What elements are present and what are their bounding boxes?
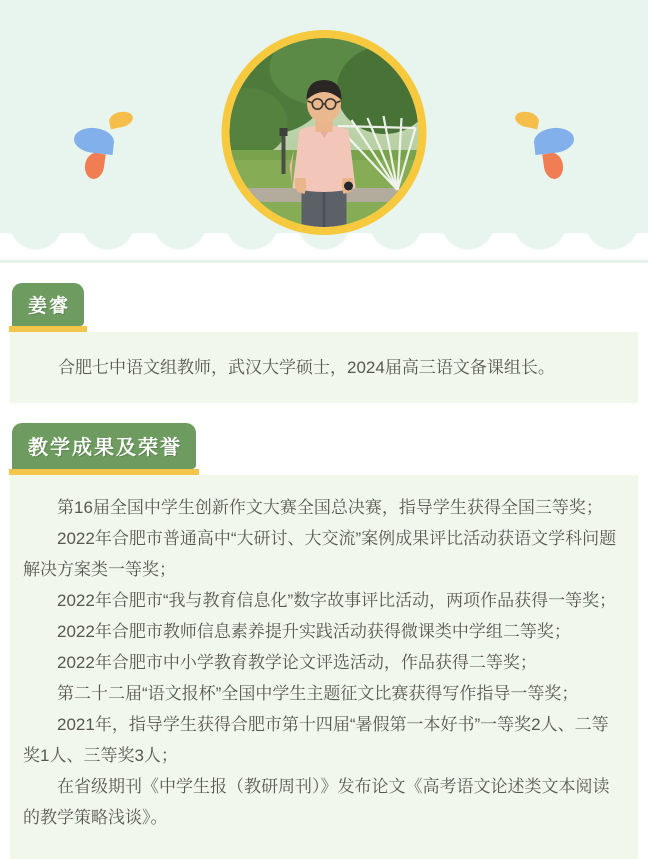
splash-petal-yellow-icon [108, 110, 135, 130]
splash-petal-orange-icon [83, 152, 105, 180]
achievement-item: 2022年合肥市中小学教育教学论文评选活动，作品获得二等奖； [57, 653, 537, 672]
profile-summary-box [10, 332, 638, 403]
achievements-tab [9, 423, 199, 475]
teacher-photo [230, 38, 419, 227]
achievements-tab-label: 教学成果及荣誉 [12, 423, 196, 469]
profile-section [0, 283, 648, 403]
tab-underline [9, 469, 199, 475]
achievement-item: 2022年合肥市“我与教育信息化”数字故事评比活动，两项作品获得一等奖； [57, 591, 617, 610]
splash-petal-orange-icon [542, 152, 564, 180]
splash-decoration-left [68, 106, 140, 184]
achievements-section [0, 423, 648, 859]
splash-petal-yellow-icon [514, 110, 541, 130]
name-tab-label: 姜睿 [12, 283, 84, 326]
achievement-item: 第16届全国中学生创新作文大赛全国总决赛，指导学生获得全国三等奖； [57, 498, 603, 517]
divider-line [0, 260, 648, 263]
achievements-box [10, 475, 638, 859]
achievement-item: 第二十二届“语文报杯”全国中学生主题征文比赛获得写作指导一等奖； [57, 684, 579, 703]
hero-banner [0, 0, 648, 233]
achievement-item: 2021年，指导学生获得合肥市第十四届“暑假第一本好书”一等奖2人、二等奖1人、三等奖3人； [23, 715, 609, 765]
splash-decoration-right [508, 106, 580, 184]
splash-petal-blue-icon [73, 126, 115, 155]
splash-petal-blue-icon [533, 126, 575, 155]
profile-summary-text: 合肥七中语文组教师，武汉大学硕士，2024届高三语文备课组长。 [58, 358, 555, 377]
achievement-item: 在省级期刊《中学生报（教研周刊）》发布论文《高考语文论述类文本阅读的教学策略浅谈》。 [23, 777, 610, 827]
achievement-item: 2022年合肥市教师信息素养提升实践活动获得微课类中学组二等奖； [57, 622, 571, 641]
scallop-edge [0, 233, 648, 250]
achievement-item: 2022年合肥市普通高中“大研讨、大交流”案例成果评比活动获语文学科问题解决方案类一等奖； [23, 529, 617, 579]
tab-underline [9, 326, 87, 332]
avatar [222, 30, 427, 235]
name-tab [9, 283, 87, 332]
